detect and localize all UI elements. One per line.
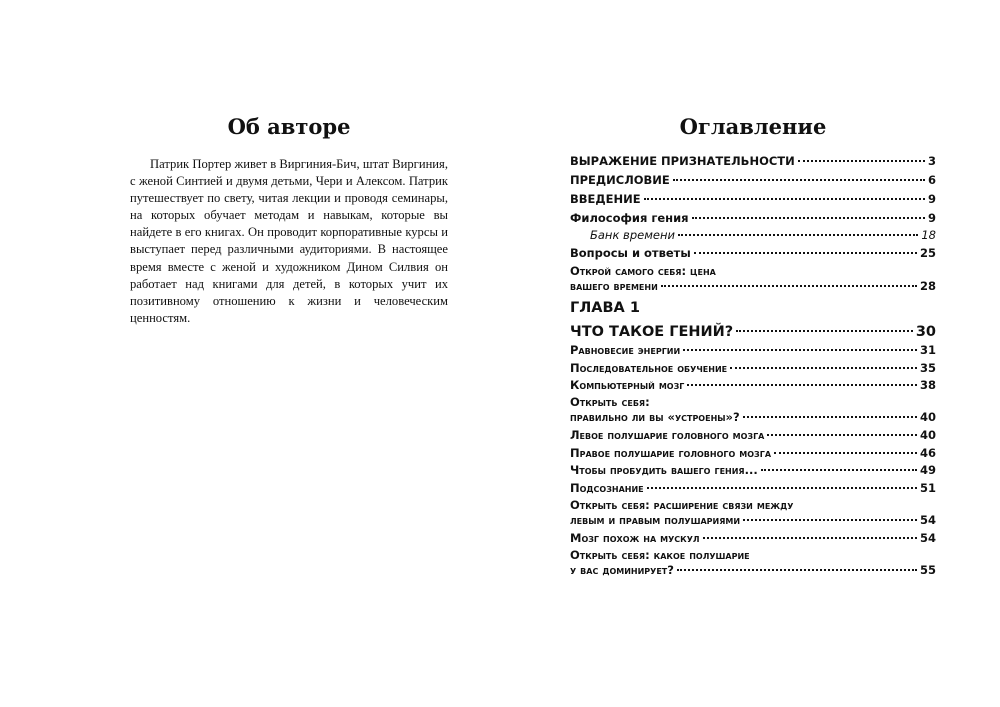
toc-entry-genius-philosophy[interactable] — [570, 211, 936, 226]
toc-entry-right-hemisphere[interactable] — [570, 446, 936, 461]
toc-entry-label: ЧТО ТАКОЕ ГЕНИЙ? — [570, 324, 734, 340]
leader-dots — [678, 234, 918, 236]
toc-entry-energy-balance[interactable] — [570, 343, 936, 358]
leader-dots — [647, 487, 917, 489]
toc-chapter-1-title[interactable] — [570, 323, 936, 341]
toc-entry-acknowledgements[interactable] — [570, 154, 936, 169]
toc-entry-label: Левое полушарие головного мозга — [570, 428, 765, 442]
toc-entry-computer-brain[interactable] — [570, 378, 936, 393]
leader-dots — [692, 217, 925, 219]
toc-entry-questions-answers[interactable] — [570, 246, 936, 261]
toc-entry-page: 49 — [919, 463, 936, 477]
leader-dots — [761, 469, 917, 471]
toc-entry-label: Последовательное обучение — [570, 361, 728, 375]
toc-entry-label-line1: Открыть себя: расширение связи между — [570, 498, 794, 512]
toc-entry-page: 25 — [919, 246, 936, 260]
toc-entry-label: вашего времени — [570, 279, 658, 293]
leader-dots — [677, 569, 917, 571]
toc-entry-page: 30 — [915, 324, 936, 340]
leader-dots — [683, 349, 917, 351]
toc-entry-label-line1: Открой самого себя: цена — [570, 264, 716, 278]
chapter-number: ГЛАВА 1 — [570, 300, 640, 316]
leader-dots — [736, 330, 913, 332]
toc-entry-page: 38 — [919, 378, 936, 392]
toc-entry-preface[interactable] — [570, 173, 936, 188]
leader-dots — [767, 434, 917, 436]
toc-title: Оглавление — [679, 114, 827, 139]
leader-dots — [774, 452, 917, 454]
toc-entry-discover-yourself-time[interactable] — [570, 264, 936, 294]
toc-entry-label: ПРЕДИСЛОВИЕ — [570, 173, 670, 187]
toc-entry-label: у вас доминирует? — [570, 563, 674, 577]
toc-entry-page: 3 — [927, 154, 936, 168]
toc-entry-page: 9 — [927, 192, 936, 206]
toc-entry-page: 9 — [927, 211, 936, 225]
toc-entry-discover-connection[interactable] — [570, 498, 936, 528]
toc-entry-label-line1: Открыть себя: — [570, 395, 650, 409]
toc-entry-label: Философия гения — [570, 211, 689, 225]
toc-entry-label: Подсознание — [570, 481, 644, 495]
toc-entry-page: 40 — [919, 410, 936, 424]
toc-entry-page: 18 — [921, 228, 936, 242]
toc-entry-label: ВЫРАЖЕНИЕ ПРИЗНАТЕЛЬНОСТИ — [570, 154, 795, 168]
about-author-title: Об авторе — [227, 114, 351, 139]
toc-entry-discover-dominant[interactable] — [570, 548, 936, 578]
toc-entry-brain-muscle[interactable] — [570, 531, 936, 546]
toc-entry-label: Правое полушарие головного мозга — [570, 446, 772, 460]
leader-dots — [743, 416, 917, 418]
toc-entry-label: Банк времени — [590, 228, 675, 242]
about-author-text: Патрик Портер живет в Виргиния-Бич, штат Виргиния, с женой Синтией и двумя детьми, Чери и Алексом. Патрик путешествует по свету, читая лекции и проводя семинары, на которых обучает методам и навыкам, которые вы найдете в его книгах. Он проводит корпоративные курсы и выступает перед различными аудиториями. В настоящее время вместе с женой и художником Дином Силвия он работает над книгами для детей, в которых учит их позитивному отношению к жизни и человеческим ценностям. — [130, 157, 448, 325]
toc-entry-page: 54 — [919, 513, 936, 527]
toc-entry-awaken-genius[interactable] — [570, 463, 936, 478]
leader-dots — [798, 160, 925, 162]
leader-dots — [694, 252, 917, 254]
toc-entry-discover-wired[interactable] — [570, 395, 936, 425]
toc-entry-page: 6 — [927, 173, 936, 187]
toc-entry-introduction[interactable] — [570, 192, 936, 207]
toc-entry-subconscious[interactable] — [570, 481, 936, 496]
toc-entry-page: 55 — [919, 563, 936, 577]
toc-entry-label: левым и правым полушариями — [570, 513, 741, 527]
toc-entry-label: ВВЕДЕНИЕ — [570, 192, 641, 206]
toc-entry-page: 35 — [919, 361, 936, 375]
leader-dots — [673, 179, 925, 181]
leader-dots — [644, 198, 925, 200]
leader-dots — [743, 519, 917, 521]
toc-entry-label: правильно ли вы «устроены»? — [570, 410, 740, 424]
toc-entry-label: Компьютерный мозг — [570, 378, 685, 392]
leader-dots — [661, 285, 917, 287]
toc-entry-page: 46 — [919, 446, 936, 460]
toc-chapter-1-heading[interactable] — [570, 299, 936, 317]
right-page — [500, 0, 1000, 707]
toc-entry-page: 40 — [919, 428, 936, 442]
toc-entry-page: 31 — [919, 343, 936, 357]
leader-dots — [730, 367, 917, 369]
toc-entry-label: Чтобы пробудить вашего гения... — [570, 463, 758, 477]
toc-entry-page: 51 — [919, 481, 936, 495]
toc-entry-page: 28 — [919, 279, 936, 293]
toc-entry-page: 54 — [919, 531, 936, 545]
toc-entry-label: Вопросы и ответы — [570, 246, 691, 260]
toc-entry-label-line1: Открыть себя: какое полушарие — [570, 548, 750, 562]
leader-dots — [703, 537, 917, 539]
toc-entry-left-hemisphere[interactable] — [570, 428, 936, 443]
leader-dots — [687, 384, 917, 386]
toc-entry-sequential-learning[interactable] — [570, 361, 936, 376]
toc-entry-time-bank[interactable] — [590, 228, 936, 243]
toc-entry-label: Равновесие энергии — [570, 343, 681, 357]
toc-entry-label: Мозг похож на мускул — [570, 531, 700, 545]
